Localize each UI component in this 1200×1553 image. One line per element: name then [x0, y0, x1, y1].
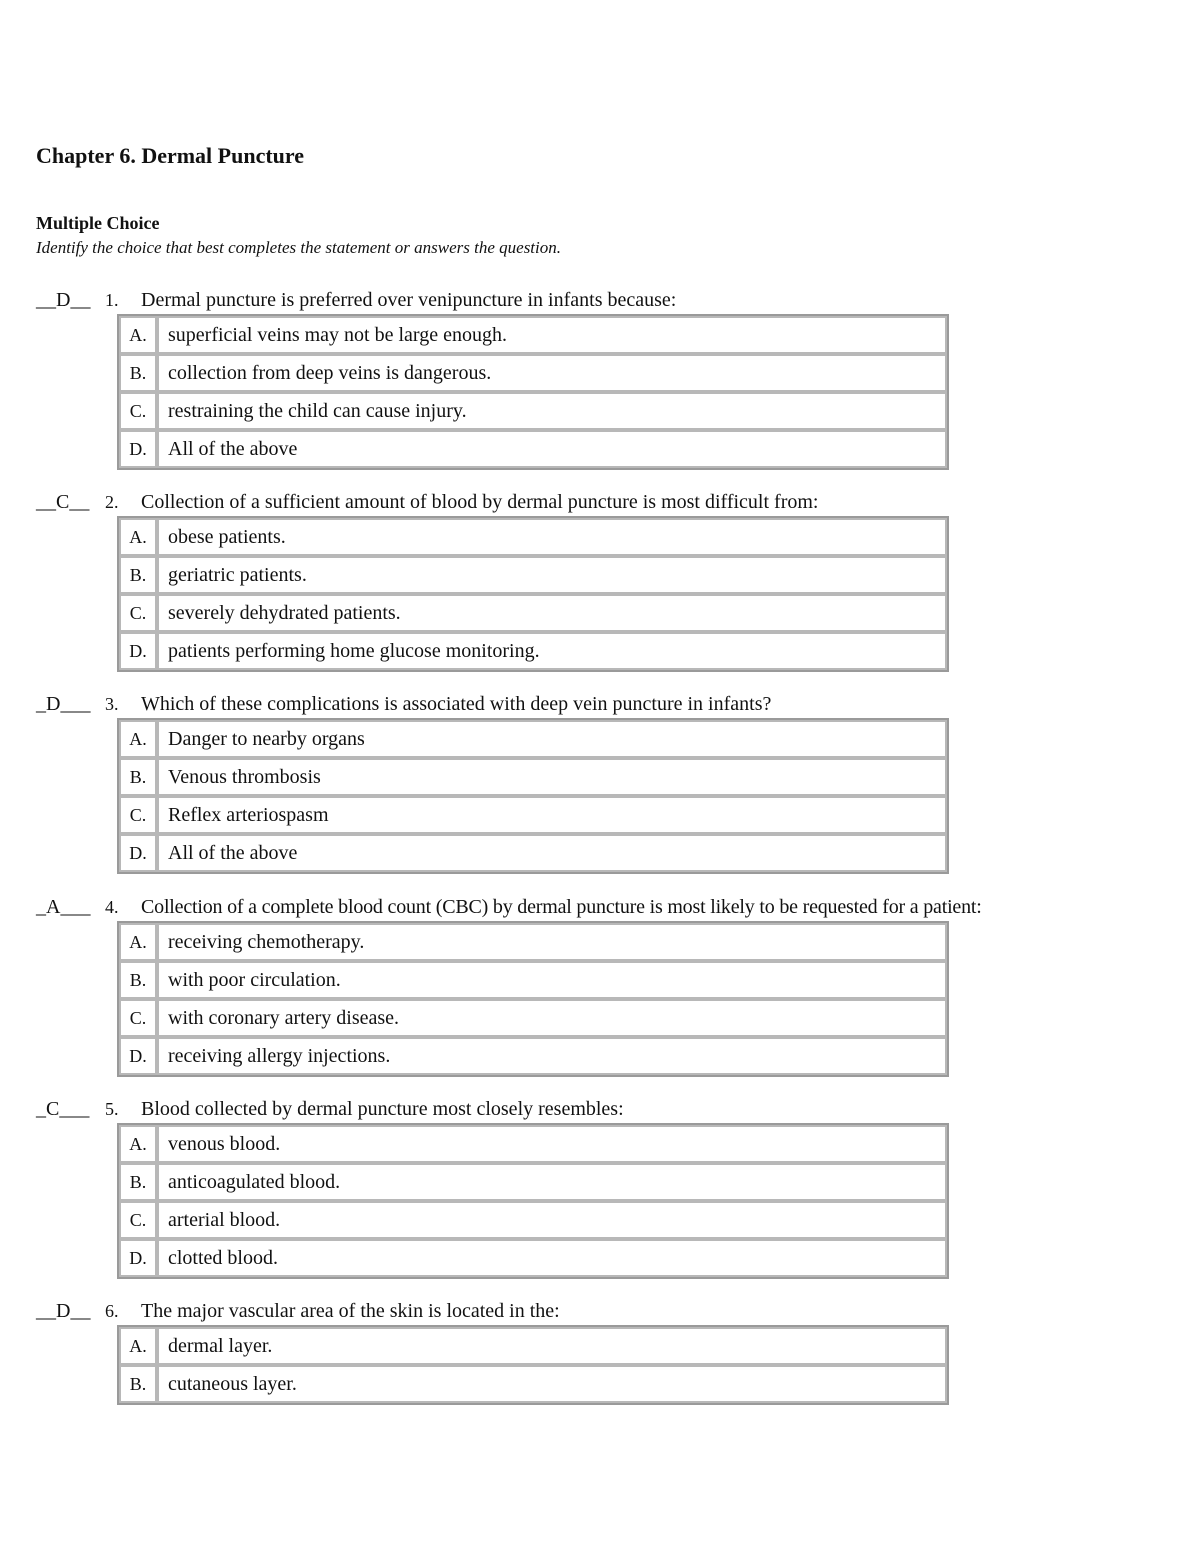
- choice-text: with poor circulation.: [157, 961, 947, 999]
- choice-text: dermal layer.: [157, 1327, 947, 1365]
- choice-letter: C.: [119, 392, 157, 430]
- choice-letter: A.: [119, 1327, 157, 1365]
- question-stem: Collection of a sufficient amount of blood by dermal puncture is most difficult from:: [141, 491, 819, 513]
- choice-letter: A.: [119, 923, 157, 961]
- choice-letter: C.: [119, 1201, 157, 1239]
- instructions: Identify the choice that best completes the statement or answers the question.: [36, 238, 561, 257]
- choice-row: [119, 923, 947, 961]
- choice-letter: A.: [119, 720, 157, 758]
- choice-text: collection from deep veins is dangerous.: [157, 354, 947, 392]
- choice-text: receiving chemotherapy.: [157, 923, 947, 961]
- choices-table: [117, 1325, 949, 1405]
- choice-letter: C.: [119, 796, 157, 834]
- question-number: 5.: [105, 1099, 119, 1119]
- choice-row: [119, 1163, 947, 1201]
- choice-row: [119, 1365, 947, 1403]
- section-title: Multiple Choice: [36, 213, 160, 233]
- answer-blank: __C__: [36, 491, 90, 513]
- question-number: 1.: [105, 290, 119, 310]
- choice-letter: B.: [119, 556, 157, 594]
- choice-row: [119, 392, 947, 430]
- choice-row: [119, 796, 947, 834]
- choices-table: [117, 1123, 949, 1279]
- choice-row: [119, 354, 947, 392]
- choice-row: [119, 720, 947, 758]
- question-stem: Dermal puncture is preferred over venipuncture in infants because:: [141, 289, 677, 311]
- choice-row: [119, 1125, 947, 1163]
- answer-blank: __D__: [36, 1300, 91, 1322]
- choice-text: superficial veins may not be large enough.: [157, 316, 947, 354]
- question-stem: Which of these complications is associated with deep vein puncture in infants?: [141, 693, 772, 715]
- answer-blank: _A___: [36, 896, 91, 918]
- question-number: 6.: [105, 1301, 119, 1321]
- choice-row: [119, 632, 947, 670]
- choice-letter: D.: [119, 1037, 157, 1075]
- page-title: Chapter 6. Dermal Puncture: [36, 143, 305, 168]
- choice-row: [119, 1037, 947, 1075]
- choices-table: [117, 718, 949, 874]
- choice-row: [119, 430, 947, 468]
- question-number: 2.: [105, 492, 119, 512]
- choice-row: [119, 999, 947, 1037]
- choice-letter: B.: [119, 354, 157, 392]
- choice-row: [119, 1239, 947, 1277]
- answer-blank: _C___: [36, 1098, 90, 1120]
- choice-row: [119, 556, 947, 594]
- choice-row: [119, 1201, 947, 1239]
- choice-letter: D.: [119, 430, 157, 468]
- choice-text: Danger to nearby organs: [157, 720, 947, 758]
- question-number: 3.: [105, 694, 119, 714]
- choice-text: severely dehydrated patients.: [157, 594, 947, 632]
- choice-row: [119, 961, 947, 999]
- choice-text: obese patients.: [157, 518, 947, 556]
- question-stem: Blood collected by dermal puncture most closely resembles:: [141, 1098, 624, 1120]
- choice-row: [119, 758, 947, 796]
- choices-table: [117, 516, 949, 672]
- choice-text: cutaneous layer.: [157, 1365, 947, 1403]
- choice-letter: D.: [119, 1239, 157, 1277]
- choice-text: geriatric patients.: [157, 556, 947, 594]
- choice-text: Reflex arteriospasm: [157, 796, 947, 834]
- choice-letter: A.: [119, 1125, 157, 1163]
- choice-letter: C.: [119, 594, 157, 632]
- choice-text: arterial blood.: [157, 1201, 947, 1239]
- choice-text: restraining the child can cause injury.: [157, 392, 947, 430]
- choice-letter: A.: [119, 316, 157, 354]
- answer-blank: _D___: [36, 693, 91, 715]
- choice-letter: D.: [119, 632, 157, 670]
- question-number: 4.: [105, 897, 119, 917]
- choice-letter: B.: [119, 1163, 157, 1201]
- choice-text: clotted blood.: [157, 1239, 947, 1277]
- choices-table: [117, 314, 949, 470]
- choice-letter: D.: [119, 834, 157, 872]
- question-stem: Collection of a complete blood count (CBC) by dermal puncture is most likely to be requested for a patient:: [141, 896, 982, 918]
- choice-letter: A.: [119, 518, 157, 556]
- choice-text: All of the above: [157, 430, 947, 468]
- choice-text: All of the above: [157, 834, 947, 872]
- choice-letter: B.: [119, 1365, 157, 1403]
- choice-text: patients performing home glucose monitoring.: [157, 632, 947, 670]
- choice-text: receiving allergy injections.: [157, 1037, 947, 1075]
- choice-letter: C.: [119, 999, 157, 1037]
- choice-text: venous blood.: [157, 1125, 947, 1163]
- choice-row: [119, 834, 947, 872]
- choices-table: [117, 921, 949, 1077]
- answer-blank: __D__: [36, 289, 91, 311]
- question-stem: The major vascular area of the skin is located in the:: [141, 1300, 560, 1322]
- choice-row: [119, 1327, 947, 1365]
- choice-letter: B.: [119, 961, 157, 999]
- choice-letter: B.: [119, 758, 157, 796]
- choice-row: [119, 518, 947, 556]
- choice-text: with coronary artery disease.: [157, 999, 947, 1037]
- choice-row: [119, 316, 947, 354]
- choice-text: anticoagulated blood.: [157, 1163, 947, 1201]
- choice-text: Venous thrombosis: [157, 758, 947, 796]
- choice-row: [119, 594, 947, 632]
